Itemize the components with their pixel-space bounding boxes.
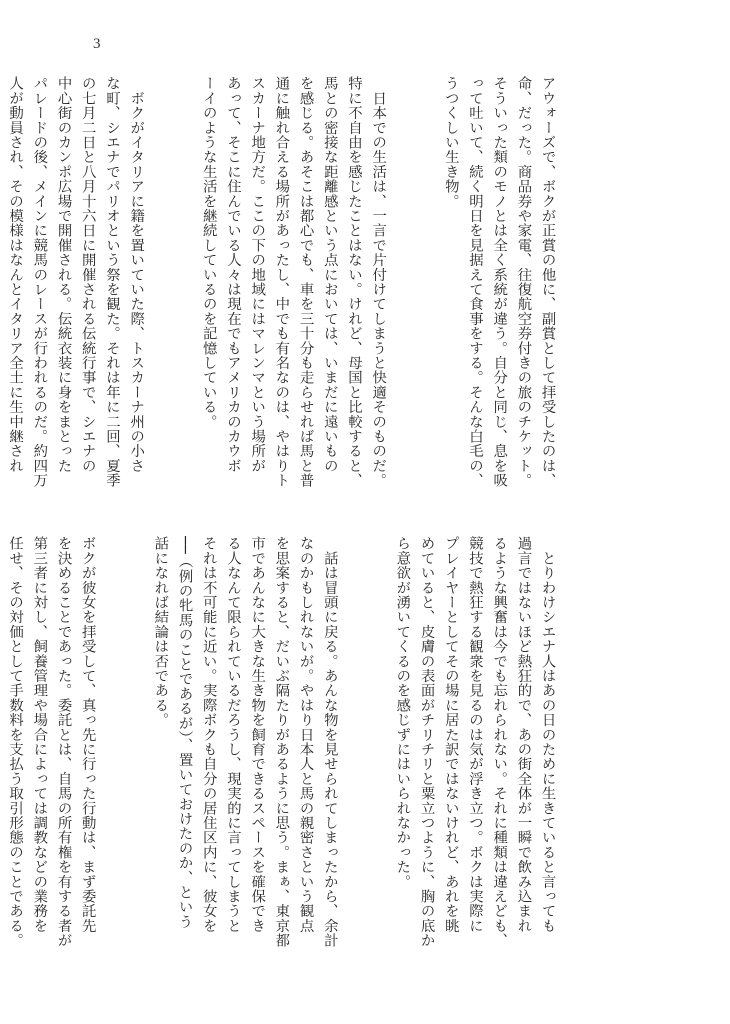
paragraph: アウォーズで、ボクが正賞の他に、副賞として拝受したのは、 命、だった。商品券や家電、往復航空券付きの旅のチケット。 そういった類のモノとは全く系統が違う。自分と同じ、息を吸 って吐いて、続く明日を見据えて食事をする。そんな白毛の、 うつくしい生き物。 [442,76,556,488]
page-number: 3 [93,36,101,52]
paragraph: ボクが彼女を拝受して、真っ先に行った行動は、まず委託先 を決めることであった。委託とは、自馬の所有権を有する者が 第三者に対し、飼養管理や場合によっては調教などの業務を 任せ、その対価として手数料を支払う取引形態のことである。 [7,536,96,948]
paragraph: とりわけシエナ人はあの日のために生きていると言っても 過言ではないほど熱狂的で、あの街全体が一瞬で飲み込まれ るような興奮は今でも忘れられない。それに種類は違えども、 競技で熱狂する観衆を見るのは気が浮き立つ。ボクは実際に プレイヤーとしてその場に居た訳ではないけれど、あれを眺 めていると、皮膚の表面がチリチリと粟立つように、胸の底か ら意欲が湧いてくるのを感じずにはいられなかった。 [394,536,556,948]
lower-text-block [7,536,608,971]
paragraph: 話は冒頭に戻る。あんな物を見せられてしまったから、余計 なのかもしれないが。やはり日本人と馬の親密さという観点 を思案すると、だいぶ隔たりがあるように思う。まぁ、東京都 市であんなに大きな生き物を飼育できるスペースを確保でき る人なんて限られているだろうし、現実的に言ってしまうと それは不可能に近い。実際ボクも自分の居住区内に、彼女を ──（例の牝馬のことであるが）、置いておけたのか、という 話になれば結論は否である。 [152,536,338,948]
upper-text-block [7,76,608,511]
paragraph: 日本での生活は、一言で片付けてしまうと快適そのものだ。 特に不自由を感じたことはない。けれど、母国と比較すると、 馬との密接な距離感という点においては、いまだに遠いもの を感じる。あそこは都心でも、車を三十分も走らせれば馬と普 通に触れ合える場所があったし、中でも有名なのは、やはりト スカーナ地方だ。ここの下の地域にはマレンマという場所が あって、そこに住んでいる人々は現在でもアメリカのカウボ ーイのような生活を継続しているのを記憶している。 [200,76,387,488]
paragraph: ボクがイタリアに籍を置いていた際、トスカーナ州の小さ な町、シエナでパリオという祭を観た。それは年に二回、夏季 の七月二日と八月十六日に開催される伝統行事で、シエナの 中心街のカンポ広場で開催される。伝統衣装に身をまとった パレードの後、メインに競馬のレースが行われるのだ。約四万 人が動員され、その模様はなんとイタリア全土に生中継され [7,76,145,488]
